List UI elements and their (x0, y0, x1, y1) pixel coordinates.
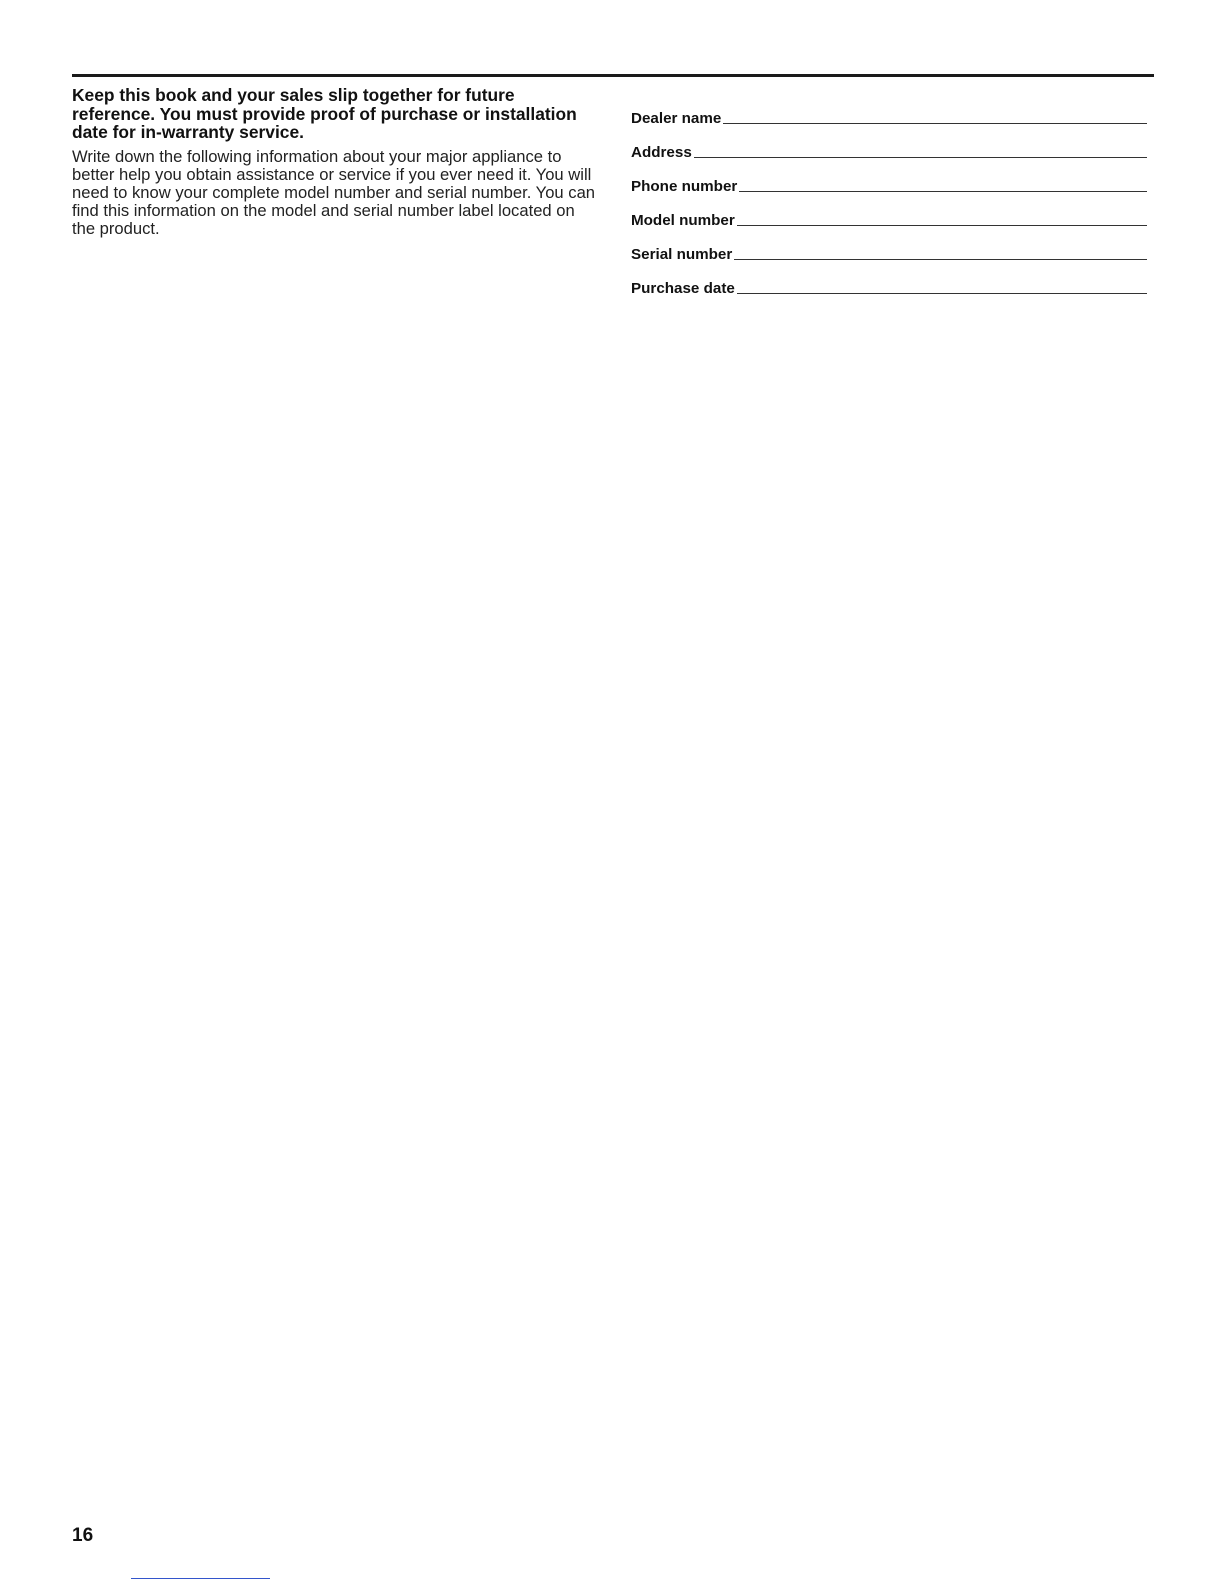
dealer-name-label: Dealer name (631, 110, 722, 127)
serial-number-row (631, 230, 1147, 264)
model-number-label: Model number (631, 212, 735, 229)
model-number-field[interactable] (737, 224, 1147, 226)
address-field[interactable] (694, 156, 1147, 158)
notice-section (72, 86, 596, 238)
address-row (631, 128, 1147, 162)
phone-number-row (631, 162, 1147, 196)
notice-body: Write down the following information about your major appliance to better help you obtain assistance or service if you ever need it. You will need to know your complete model number and serial number. You can find this information on the model and serial number label located on the product. (72, 146, 596, 238)
purchase-date-row (631, 264, 1147, 298)
model-number-row (631, 196, 1147, 230)
top-divider (72, 74, 1154, 77)
purchase-date-field[interactable] (737, 292, 1147, 294)
dealer-name-field[interactable] (723, 122, 1147, 124)
phone-number-label: Phone number (631, 178, 738, 195)
page-number: 16 (72, 1525, 94, 1546)
serial-number-label: Serial number (631, 246, 733, 263)
record-form (631, 94, 1147, 298)
address-label: Address (631, 144, 692, 161)
serial-number-field[interactable] (734, 258, 1147, 260)
phone-number-field[interactable] (739, 190, 1147, 192)
purchase-date-label: Purchase date (631, 280, 735, 297)
notice-heading: Keep this book and your sales slip together for future reference. You must provide proof of purchase or installation date for in-warranty service. (72, 85, 577, 142)
dealer-name-row (631, 94, 1147, 128)
footer-divider (131, 1578, 270, 1579)
